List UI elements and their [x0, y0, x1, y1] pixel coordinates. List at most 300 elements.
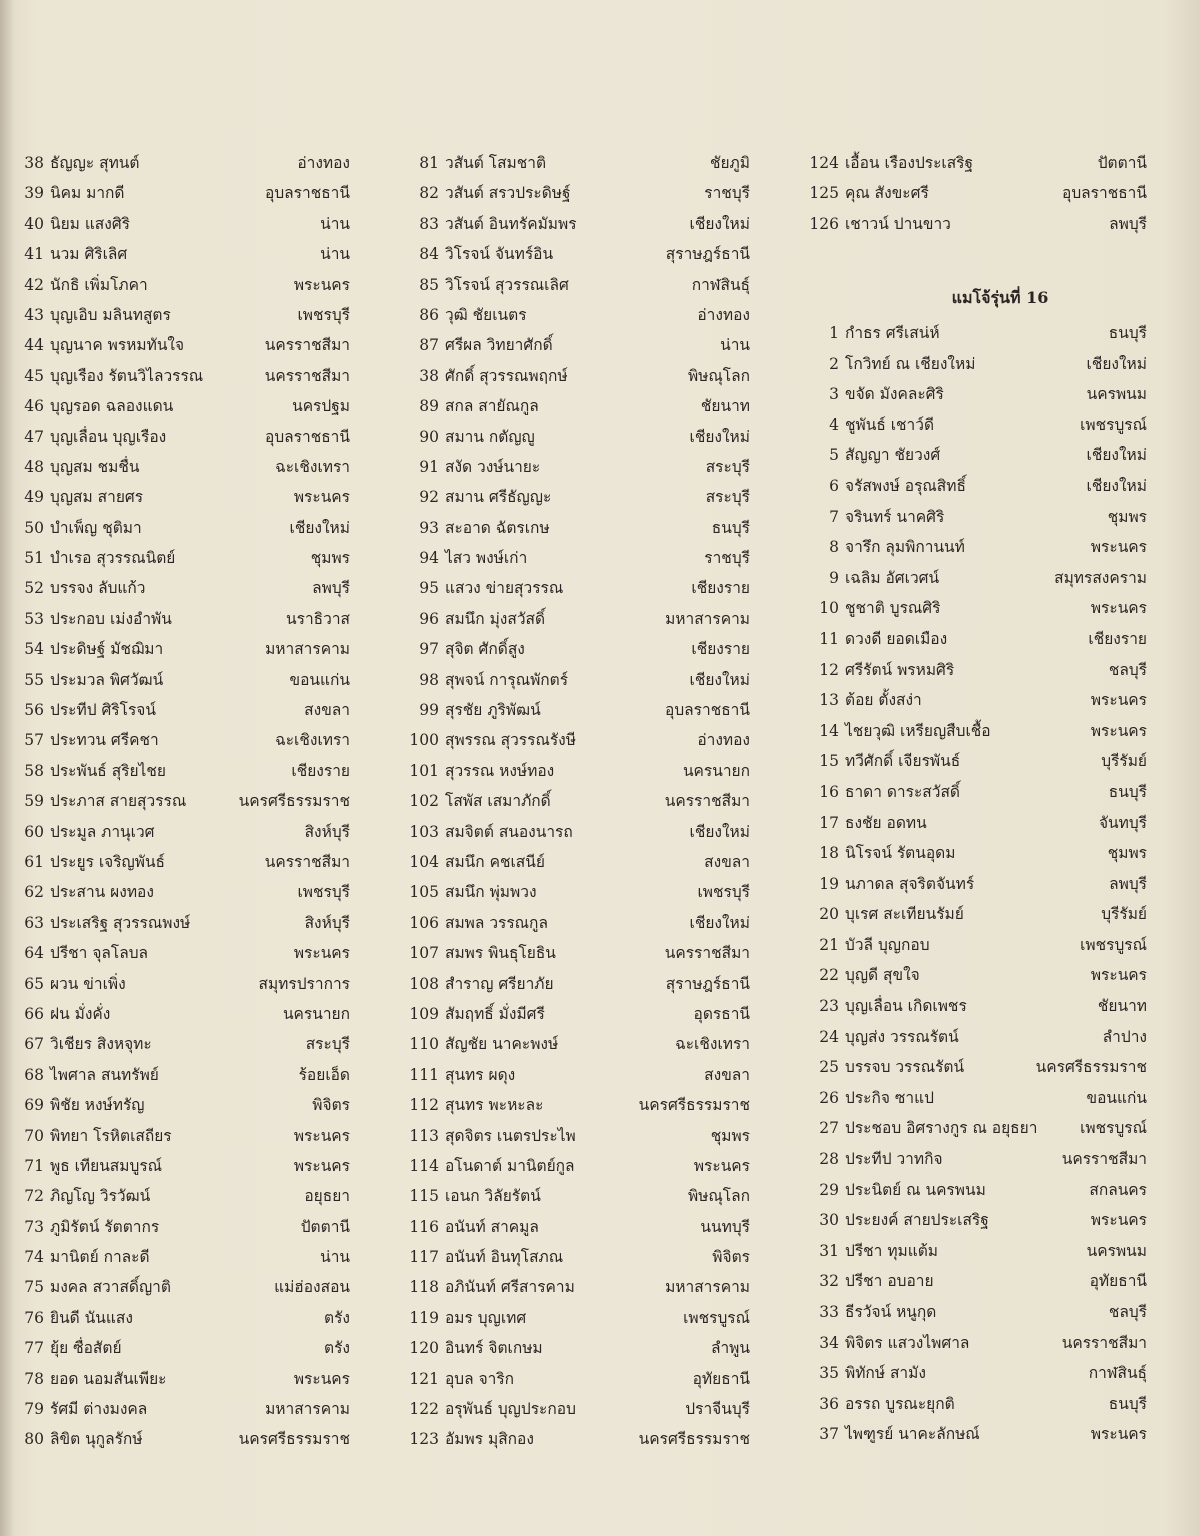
entry-number: 32 — [819, 1272, 839, 1291]
list-item — [405, 877, 750, 907]
province-name: ปัตตานี — [300, 1217, 350, 1236]
province-name: นครราชสีมา — [1061, 1150, 1147, 1169]
entry-number: 75 — [24, 1278, 44, 1297]
person-name: ดวงดี ยอดเมือง — [845, 629, 948, 648]
person-name: บุญนาค พรหมทันใจ — [50, 336, 185, 355]
person-name: กำธร ศรีเสน่ห์ — [845, 324, 940, 342]
province-name: อ่างทอง — [697, 305, 750, 324]
person-name: จรินทร์ นาคศิริ — [845, 507, 945, 526]
province-name: เพชรบุรี — [697, 883, 750, 902]
list-item — [10, 1364, 350, 1394]
list-item — [10, 695, 350, 725]
province-name: จันทบุรี — [1098, 813, 1147, 832]
entry-number: 73 — [24, 1217, 44, 1236]
list-item — [805, 869, 1147, 900]
list-item — [405, 1424, 750, 1454]
entry-number: 18 — [819, 844, 839, 863]
province-name: นครราชสีมา — [264, 336, 350, 355]
entry-number: 58 — [24, 761, 44, 780]
list-item — [10, 999, 350, 1029]
person-name: สมนึก มุ่งสวัสดิ์ — [445, 609, 546, 628]
entry-number: 43 — [24, 305, 44, 324]
person-name: อนันท์ สาคมูล — [445, 1217, 539, 1236]
entry-number: 107 — [409, 944, 439, 963]
province-name: นครศรีธรรมราช — [1035, 1058, 1147, 1077]
list-item — [805, 777, 1147, 808]
person-name: นภาดล สุจริตจันทร์ — [845, 874, 975, 893]
province-name: นครราชสีมา — [664, 792, 750, 811]
entry-number: 62 — [24, 883, 44, 902]
list-item — [10, 756, 350, 786]
list-item — [805, 318, 1147, 349]
person-name: ชูพันธ์ เชาว์ดี — [845, 415, 935, 434]
person-name: บำเรอ สุวรรณนิตย์ — [50, 549, 176, 568]
entry-number: 57 — [24, 731, 44, 750]
entry-number: 120 — [409, 1339, 439, 1358]
roster-column-3 — [805, 148, 1147, 239]
person-name: ประนิตย์ ณ นครพนม — [845, 1180, 986, 1199]
list-item — [405, 908, 750, 938]
person-name: ประดิษฐ์ มัชฌิมา — [50, 640, 164, 659]
province-name: มหาสารคาม — [265, 640, 350, 659]
list-item — [10, 513, 350, 543]
list-item — [10, 482, 350, 512]
list-item — [10, 422, 350, 452]
person-name: บำเพ็ญ ชุติมา — [50, 518, 142, 537]
entry-number: 92 — [419, 488, 439, 507]
person-name: คุณ สังขะศรี — [845, 184, 929, 203]
province-name: เชียงใหม่ — [1086, 354, 1147, 373]
person-name: สมาน กตัญญู — [445, 427, 535, 446]
entry-number: 98 — [419, 670, 439, 689]
province-name: ธนบุรี — [1108, 1394, 1147, 1413]
entry-number: 3 — [829, 385, 839, 404]
roster-column-1 — [10, 148, 350, 1455]
province-name: นครราชสีมา — [1061, 1333, 1147, 1352]
person-name: บุญสม สายศร — [50, 488, 144, 507]
province-name: อุทัยธานี — [692, 1369, 750, 1388]
entry-number: 84 — [419, 245, 439, 264]
entry-number: 61 — [24, 852, 44, 871]
entry-number: 116 — [409, 1217, 439, 1236]
entry-number: 119 — [409, 1308, 439, 1327]
entry-number: 80 — [24, 1430, 44, 1449]
person-name: บุญดี สุขใจ — [845, 966, 920, 985]
person-name: บุญสม ชมชื่น — [50, 457, 140, 476]
entry-number: 100 — [409, 731, 439, 750]
province-name: สมุทรปราการ — [258, 974, 350, 993]
province-name: เชียงราย — [291, 761, 350, 780]
entry-number: 28 — [819, 1150, 839, 1169]
list-item — [805, 1175, 1147, 1206]
person-name: วิโรจน์ จันทร์อิน — [445, 245, 554, 264]
list-item — [10, 938, 350, 968]
province-name: ชลบุรี — [1108, 660, 1147, 679]
person-name: นวม ศิริเลิศ — [50, 245, 128, 264]
person-name: จารึก ลุมพิกานนท์ — [845, 538, 965, 557]
province-name: เชียงราย — [1088, 629, 1147, 648]
person-name: บุญเลื่อน เกิดเพชร — [845, 997, 967, 1016]
list-item — [805, 624, 1147, 655]
person-name: ประมวล พิศวัฒน์ — [50, 670, 164, 689]
list-item — [805, 838, 1147, 869]
entry-number: 49 — [24, 488, 44, 507]
entry-number: 65 — [24, 974, 44, 993]
province-name: เชียงใหม่ — [689, 822, 750, 841]
person-name: ธงชัย อดทน — [845, 813, 927, 832]
list-item — [805, 746, 1147, 777]
person-name: มงคล สวาสดิ์ญาติ — [50, 1278, 171, 1297]
province-name: เพชรบูรณ์ — [1080, 415, 1147, 434]
list-item — [805, 593, 1147, 624]
person-name: สกล สายัณกูล — [445, 397, 539, 416]
list-item — [10, 391, 350, 421]
province-name: ราชบุรี — [704, 184, 750, 203]
province-name: สงขลา — [704, 1065, 750, 1084]
entry-number: 59 — [24, 792, 44, 811]
person-name: ปรีชา ทุมแต้ม — [845, 1241, 939, 1260]
entry-number: 45 — [24, 366, 44, 385]
entry-number: 70 — [24, 1126, 44, 1145]
entry-number: 11 — [819, 629, 839, 648]
person-name: ธัญญะ สุทนต์ — [50, 154, 140, 172]
province-name: นครพนม — [1086, 1241, 1147, 1260]
list-item — [405, 938, 750, 968]
province-name: นครศรีธรรมราช — [638, 1430, 750, 1449]
entry-number: 56 — [24, 701, 44, 720]
person-name: เอื้อน เรืองประเสริฐ — [845, 154, 974, 172]
list-item — [10, 908, 350, 938]
list-item — [805, 716, 1147, 747]
person-name: อัมพร มุสิกอง — [445, 1430, 534, 1449]
province-name: พระนคร — [293, 275, 350, 294]
section-heading: แมโจ้รุ่นที่ 16 — [951, 288, 1049, 307]
entry-number: 67 — [24, 1035, 44, 1054]
person-name: นักธิ เพิ่มโภคา — [50, 275, 148, 294]
person-name: ปรีชา อบอาย — [845, 1272, 934, 1291]
person-name: จรัสพงษ์ อรุณสิทธิ์ — [845, 476, 966, 495]
list-item — [10, 209, 350, 239]
province-name: นครนายก — [282, 1004, 350, 1023]
list-item — [805, 1083, 1147, 1114]
list-item — [10, 969, 350, 999]
list-item — [405, 786, 750, 816]
province-name: ชลบุรี — [1108, 1303, 1147, 1321]
province-name: พิจิตร — [312, 1096, 350, 1115]
entry-number: 33 — [819, 1303, 839, 1321]
person-name: สมจิตต์ สนองนารถ — [445, 822, 573, 841]
list-item — [405, 270, 750, 300]
entry-number: 124 — [809, 154, 839, 172]
list-item — [405, 148, 750, 178]
list-item — [10, 1029, 350, 1059]
entry-number: 8 — [829, 538, 839, 557]
person-name: สงัด วงษ์นายะ — [445, 457, 541, 476]
province-name: ธนบุรี — [1108, 782, 1147, 801]
province-name: ฉะเชิงเทรา — [275, 457, 350, 476]
list-item — [805, 1266, 1147, 1297]
list-item — [805, 1297, 1147, 1328]
person-name: บุเรศ สะเทียนรัมย์ — [845, 905, 964, 924]
list-item — [10, 665, 350, 695]
person-name: ประทีป ศิริโรจน์ — [50, 701, 156, 720]
entry-number: 117 — [409, 1248, 439, 1267]
person-name: พิจิตร แสวงไพศาล — [845, 1333, 970, 1352]
list-item — [10, 1272, 350, 1302]
list-item — [405, 725, 750, 755]
person-name: บรรจง ลับแก้ว — [50, 579, 146, 598]
person-name: ทวีศักดิ์ เจียรพันธ์ — [845, 752, 961, 771]
entry-number: 64 — [24, 944, 44, 963]
province-name: ร้อยเอ็ด — [298, 1065, 350, 1084]
entry-number: 54 — [24, 640, 44, 659]
entry-number: 44 — [24, 336, 44, 355]
list-item — [805, 1052, 1147, 1083]
person-name: สุจิต ศักดิ์สูง — [445, 640, 525, 659]
entry-number: 5 — [829, 446, 839, 465]
list-item — [805, 808, 1147, 839]
province-name: น่าน — [320, 214, 350, 233]
person-name: วสันต์ อินทรัคมัมพร — [445, 214, 577, 233]
entry-number: 2 — [829, 354, 839, 373]
list-item — [10, 270, 350, 300]
province-name: สงขลา — [704, 852, 750, 871]
province-name: ขอนแก่น — [1086, 1088, 1147, 1107]
list-item — [10, 573, 350, 603]
person-name: ประชอบ อิศรางกูร ณ อยุธยา — [845, 1119, 1038, 1138]
entry-number: 47 — [24, 427, 44, 446]
person-name: พูธ เทียนสมบูรณ์ — [50, 1156, 163, 1175]
list-item — [405, 695, 750, 725]
province-name: พิจิตร — [712, 1248, 750, 1267]
person-name: สัมฤทธิ์ มั่งมีศรี — [445, 1004, 545, 1023]
list-item — [10, 452, 350, 482]
person-name: ประกิจ ซาแป — [845, 1088, 934, 1107]
entry-number: 38 — [419, 366, 439, 385]
list-item — [405, 573, 750, 603]
person-name: เชาวน์ ปานขาว — [845, 214, 951, 233]
list-item — [405, 1394, 750, 1424]
entry-number: 55 — [24, 670, 44, 689]
entry-number: 68 — [24, 1065, 44, 1084]
province-name: อยุธยา — [304, 1187, 350, 1206]
province-name: เชียงใหม่ — [689, 670, 750, 689]
list-item — [805, 1358, 1147, 1389]
province-name: สุราษฎร์ธานี — [665, 245, 750, 264]
person-name: สัญชัย นาคะพงษ์ — [445, 1035, 559, 1054]
entry-number: 85 — [419, 275, 439, 294]
entry-number: 40 — [24, 214, 44, 233]
person-name: ยอด นอมสันเพียะ — [50, 1369, 167, 1388]
province-name: พิษณุโลก — [687, 1187, 750, 1206]
list-item — [405, 1060, 750, 1090]
list-item — [805, 685, 1147, 716]
entry-number: 90 — [419, 427, 439, 446]
province-name: นครศรีธรรมราช — [638, 1096, 750, 1115]
province-name: ชัยนาท — [700, 397, 750, 416]
province-name: ฉะเชิงเทรา — [675, 1035, 750, 1054]
list-item — [805, 1113, 1147, 1144]
person-name: นิคม มากดี — [50, 184, 125, 203]
entry-number: 72 — [24, 1187, 44, 1206]
entry-number: 52 — [24, 579, 44, 598]
person-name: ภูมิรัตน์ รัตตากร — [50, 1217, 160, 1236]
person-name: สุนทร พะหะละ — [445, 1096, 544, 1115]
person-name: อรุพันธ์ บุญประกอบ — [445, 1400, 576, 1419]
list-item — [405, 543, 750, 573]
province-name: นครศรีธรรมราช — [238, 792, 350, 811]
list-item — [10, 178, 350, 208]
list-item — [405, 422, 750, 452]
province-name: พระนคร — [1090, 691, 1147, 710]
list-item — [805, 471, 1147, 502]
province-name: ลพบุรี — [1109, 874, 1147, 893]
entry-number: 17 — [819, 813, 839, 832]
province-name: แม่ฮ่องสอน — [274, 1278, 350, 1297]
province-name: ธนบุรี — [711, 518, 750, 537]
list-item — [805, 502, 1147, 533]
entry-number: 46 — [24, 397, 44, 416]
entry-number: 69 — [24, 1096, 44, 1115]
person-name: สมาน ศรีธัญญะ — [445, 488, 552, 507]
entry-number: 112 — [409, 1096, 439, 1115]
entry-number: 118 — [409, 1278, 439, 1297]
roster-column-3-class-16 — [805, 318, 1147, 1450]
list-item — [805, 1328, 1147, 1359]
entry-number: 39 — [24, 184, 44, 203]
person-name: สุวรรณ หงษ์ทอง — [445, 761, 555, 780]
entry-number: 106 — [409, 913, 439, 932]
entry-number: 74 — [24, 1248, 44, 1267]
entry-number: 26 — [819, 1088, 839, 1107]
list-item — [405, 1121, 750, 1151]
person-name: วสันต์ โสมชาติ — [445, 154, 547, 172]
list-item — [805, 1419, 1147, 1450]
province-name: พระนคร — [293, 1156, 350, 1175]
province-name: ปัตตานี — [1097, 154, 1147, 172]
list-item — [405, 1151, 750, 1181]
list-item — [805, 178, 1147, 208]
entry-number: 9 — [829, 568, 839, 587]
person-name: ศรีรัตน์ พรหมศิริ — [845, 660, 955, 679]
entry-number: 108 — [409, 974, 439, 993]
person-name: สมนึก คชเสนีย์ — [445, 852, 545, 871]
list-item — [805, 440, 1147, 471]
list-item — [10, 1303, 350, 1333]
province-name: สิงห์บุรี — [304, 913, 350, 932]
person-name: สัญญา ชัยวงศ์ — [845, 446, 941, 465]
list-item — [405, 817, 750, 847]
entry-number: 48 — [24, 457, 44, 476]
entry-number: 21 — [819, 935, 839, 954]
province-name: อุทัยธานี — [1089, 1272, 1147, 1291]
list-item — [405, 1303, 750, 1333]
person-name: สำราญ ศรียาภัย — [445, 974, 554, 993]
person-name: ประสาน ผงทอง — [50, 883, 154, 902]
list-item — [405, 1364, 750, 1394]
list-item — [805, 379, 1147, 410]
province-name: เพชรบุรี — [297, 305, 350, 324]
person-name: อุบล จาริก — [445, 1369, 515, 1388]
entry-number: 25 — [819, 1058, 839, 1077]
entry-number: 71 — [24, 1156, 44, 1175]
province-name: นครนายก — [682, 761, 750, 780]
list-item — [405, 391, 750, 421]
province-name: นครราชสีมา — [264, 852, 350, 871]
person-name: สุพรรณ สุวรรณรังษี — [445, 731, 576, 750]
province-name: พระนคร — [1090, 1211, 1147, 1230]
list-item — [10, 239, 350, 269]
province-name: นครราชสีมา — [664, 944, 750, 963]
province-name: อ่างทอง — [697, 731, 750, 750]
province-name: เชียงใหม่ — [1086, 476, 1147, 495]
province-name: เพชรบูรณ์ — [1080, 935, 1147, 954]
person-name: วิเชียร สิงหจุทะ — [50, 1035, 152, 1054]
province-name: น่าน — [720, 336, 750, 355]
province-name: สกลนคร — [1089, 1180, 1147, 1199]
person-name: ประทวน ศรีคชา — [50, 731, 159, 750]
province-name: ลพบุรี — [312, 579, 350, 598]
person-name: ชูชาติ บูรณศิริ — [845, 599, 941, 618]
province-name: เชียงใหม่ — [289, 518, 350, 537]
list-item — [10, 725, 350, 755]
person-name: ยินดี นันแสง — [50, 1308, 133, 1327]
list-item — [805, 930, 1147, 961]
person-name: ลิขิต นุกูลรักษ์ — [50, 1430, 143, 1449]
list-item — [405, 361, 750, 391]
list-item — [10, 847, 350, 877]
entry-number: 113 — [409, 1126, 439, 1145]
province-name: ราชบุรี — [704, 549, 750, 568]
person-name: โกวิทย์ ณ เชียงใหม่ — [845, 354, 976, 373]
roster-column-2 — [405, 148, 750, 1455]
entry-number: 89 — [419, 397, 439, 416]
province-name: สุราษฎร์ธานี — [665, 974, 750, 993]
province-name: สมุทรสงคราม — [1054, 568, 1147, 587]
list-item — [405, 300, 750, 330]
province-name: ลำพูน — [710, 1339, 750, 1358]
province-name: ขอนแก่น — [289, 670, 350, 689]
person-name: บุญเรือง รัตนวิไลวรรณ — [50, 366, 204, 385]
entry-number: 63 — [24, 913, 44, 932]
list-item — [405, 1333, 750, 1363]
province-name: ชัยนาท — [1097, 997, 1147, 1016]
province-name: นราธิวาส — [286, 609, 350, 628]
entry-number: 83 — [419, 214, 439, 233]
province-name: ลำปาง — [1102, 1027, 1147, 1046]
province-name: สระบุรี — [705, 488, 750, 507]
person-name: ศรีผล วิทยาศักดิ์ — [445, 336, 553, 355]
province-name: นครศรีธรรมราช — [238, 1430, 350, 1449]
province-name: เพชรบูรณ์ — [683, 1308, 750, 1327]
entry-number: 125 — [809, 184, 839, 203]
province-name: นครพนม — [1086, 385, 1147, 404]
list-item — [10, 1242, 350, 1272]
list-item — [405, 999, 750, 1029]
person-name: บุญเลื่อน บุญเรือง — [50, 427, 167, 446]
entry-number: 96 — [419, 609, 439, 628]
entry-number: 30 — [819, 1211, 839, 1230]
entry-number: 36 — [819, 1394, 839, 1413]
list-item — [10, 634, 350, 664]
list-item — [10, 1181, 350, 1211]
list-item — [805, 563, 1147, 594]
province-name: ปราจีนบุรี — [685, 1400, 750, 1419]
list-item — [405, 1090, 750, 1120]
person-name: ภิญโญ วิรวัฒน์ — [50, 1187, 151, 1206]
province-name: พระนคร — [293, 1126, 350, 1145]
province-name: บุรีรัมย์ — [1101, 752, 1147, 771]
